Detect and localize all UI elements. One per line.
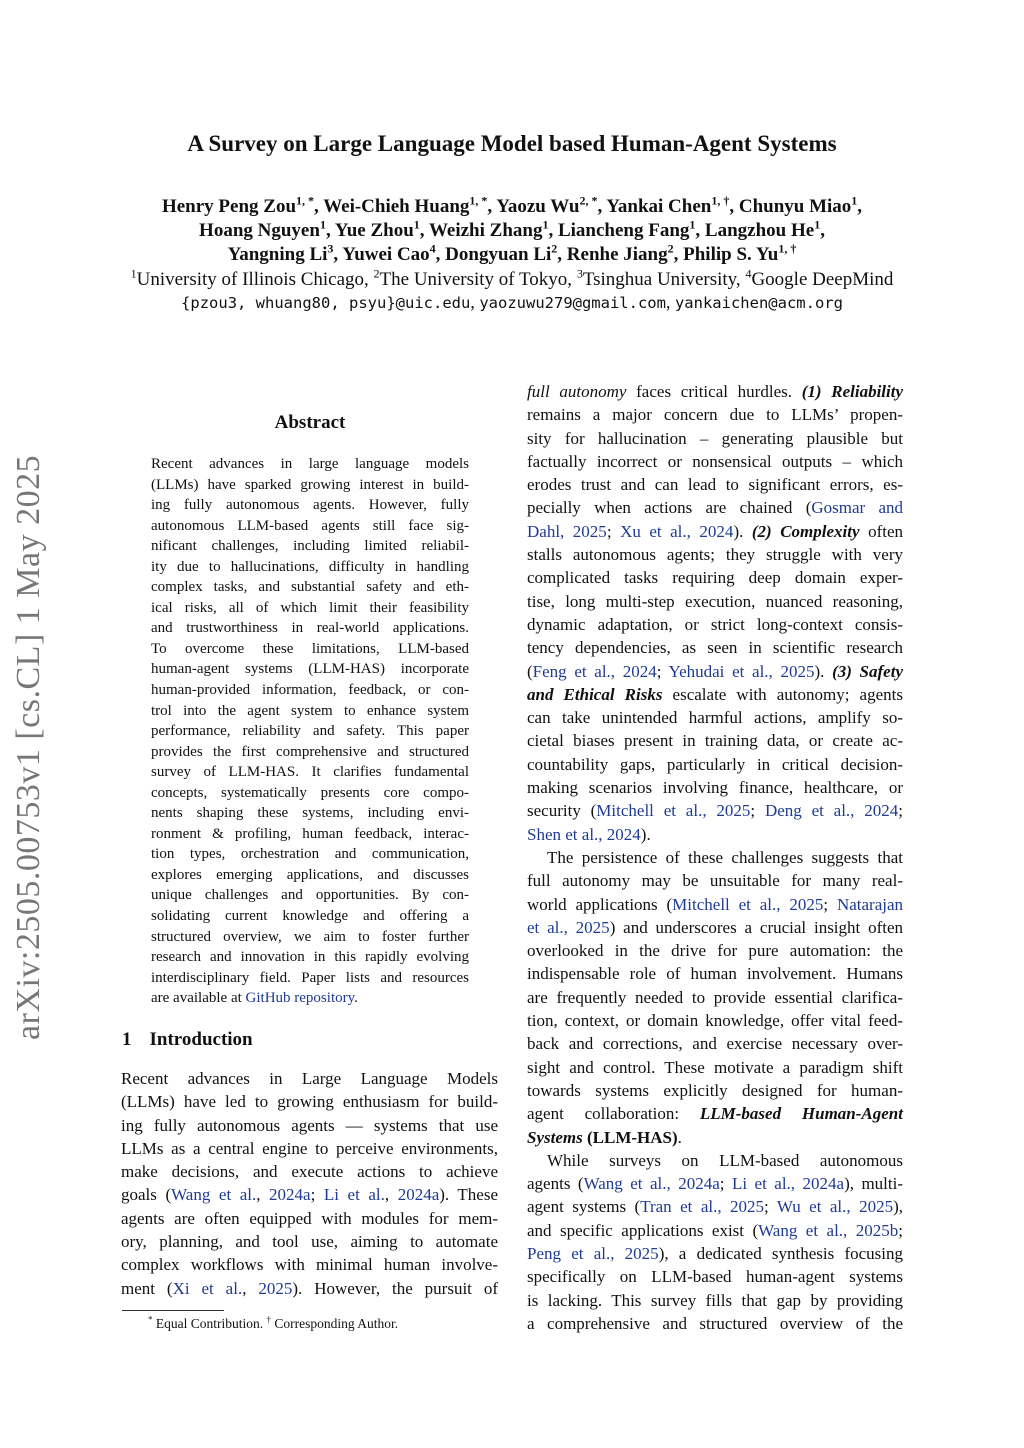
github-repository-link[interactable]: GitHub repository	[245, 990, 355, 1007]
citation-link[interactable]: Yehudai et al., 2025	[668, 661, 815, 681]
abstract-line: explores emerging applications, and discusses	[151, 866, 469, 883]
text-line	[527, 1195, 903, 1218]
text-line: dynamic adaptation, or strict long-context consis-	[527, 614, 903, 634]
footnote-mark: †	[266, 1314, 271, 1325]
text-line: tise, long multi-step execution, nuanced reasoning,	[527, 591, 903, 611]
text-line: The persistence of these challenges suggests that	[547, 847, 903, 867]
citation-link[interactable]: Xu et al., 2024	[620, 521, 734, 541]
abstract-line: performance, reliability and safety. This paper	[151, 723, 469, 740]
text-line: back and corrections, and exercise necessary over-	[527, 1034, 903, 1054]
citation-link[interactable]: 2025	[258, 1278, 293, 1298]
text-line: factually incorrect or nonsensical outputs – which	[527, 451, 903, 471]
text-line	[527, 1126, 903, 1149]
citation-link[interactable]: et al., 2025	[527, 917, 610, 937]
email-separator: ,	[470, 292, 480, 312]
abstract-line: ity due to hallucinations, difficulty in handling	[151, 558, 469, 575]
author-affiliation-mark: 1	[689, 217, 696, 232]
affiliation-deepmind: Google DeepMind	[751, 269, 894, 290]
text: and specific applications exist (	[527, 1220, 759, 1240]
text-line: towards systems explicitly designed for human-	[527, 1080, 903, 1100]
author-name: Hoang Nguyen	[199, 220, 320, 241]
text: (3) Safety	[832, 661, 903, 681]
citation-link[interactable]: Li et al., 2024a	[731, 1174, 845, 1194]
text: agent collaboration:	[527, 1104, 700, 1124]
author-affiliation-mark: 3	[327, 241, 334, 256]
text: ), multi-	[844, 1174, 904, 1194]
text: ). However, the pursuit of	[292, 1278, 498, 1298]
abstract-line: To overcome these limitations, LLM-based	[151, 640, 469, 657]
section-heading-introduction	[122, 1029, 253, 1051]
abstract-heading: Abstract	[274, 412, 346, 433]
text-line: a comprehensive and structured overview of the	[527, 1313, 903, 1333]
text: and Ethical Risks	[527, 684, 663, 704]
text-line: specifically on LLM-based human-agent systems	[527, 1267, 903, 1287]
author-line: Yangning Li$^3$, Yuwei Cao$^4$, Dongyuan Li$^2$, Renhe Jiang$^2$, Philip S. $Yu^{1, \dagger}$	[227, 241, 797, 265]
text-line	[527, 799, 903, 822]
text-line	[527, 660, 903, 683]
text: ;	[898, 801, 903, 821]
text-line: sight and control. These motivate a paradigm shift	[527, 1057, 903, 1077]
text-line: full autonomy may be unsuitable for many real-	[527, 871, 903, 891]
text: ment (	[121, 1278, 173, 1298]
abstract-line: autonomous LLM-based agents still face sig-	[151, 517, 469, 534]
text: ).	[640, 824, 651, 844]
abstract-line: interdisciplinary field. Paper lists and resources	[151, 969, 469, 986]
text: ;	[606, 521, 621, 541]
paper-title: A Survey on Large Language Model based Human-Agent Systems	[187, 131, 837, 156]
text: ,	[242, 1278, 259, 1298]
abstract-line: ing fully autonomous agents. However, fully	[151, 497, 469, 514]
text: ).	[814, 661, 833, 681]
author-line: Henry Peng Zou$^{1, *}$, Wei-Chieh Huang$^{1, *}$, Yaozu $Wu^{2, *}$, Yankai Chen$^{1, \dagger}$, Chunyu Miao$^1$,	[161, 193, 863, 217]
text-line: remains a major concern due to LLMs’ propen-	[527, 405, 903, 425]
text: Systems	[527, 1127, 583, 1147]
text: (	[527, 661, 533, 681]
text-line	[527, 893, 903, 916]
author-name: Chunyu Miao	[738, 196, 852, 217]
text-line: While surveys on LLM-based autonomous	[547, 1150, 903, 1170]
text-line: make decisions, and execute actions to achieve	[121, 1162, 498, 1182]
text: ;	[823, 894, 837, 914]
author-affiliation-mark: 1	[851, 193, 858, 208]
text-line: cietal biases present in training data, or create ac-	[527, 731, 903, 751]
author-affiliation-mark: 4	[429, 241, 436, 256]
text-line: is lacking. This survey fills that gap by providing	[527, 1290, 903, 1310]
abstract-line: nificant challenges, including limited reliabil-	[151, 538, 469, 555]
text: ;	[656, 661, 669, 681]
abstract-text: .	[354, 990, 358, 1007]
text: .	[677, 1127, 682, 1147]
abstract-line: human-agent systems (LLM-HAS) incorporate	[151, 661, 469, 678]
text-line: complex workflows with minimal human involve-	[121, 1255, 498, 1275]
abstract-line: unique challenges and opportunities. By con-	[151, 887, 469, 904]
text-line: Recent advances in Large Language Models	[121, 1069, 498, 1088]
text-line	[527, 520, 903, 543]
author-affiliation-mark: 1	[413, 217, 420, 232]
citation-link[interactable]: Wang et al., 2025b	[758, 1220, 899, 1240]
affiliation-mark: 1	[130, 266, 137, 281]
email-chen[interactable]: yankaichen@acm.org	[674, 294, 843, 312]
email-separator: ,	[665, 292, 675, 312]
citation-link[interactable]: Feng et al., 2024	[532, 661, 657, 681]
abstract-line: trol into the agent system to enhance system	[151, 702, 469, 719]
text-line: agents are often equipped with modules for mem-	[121, 1208, 498, 1228]
section-title: Introduction	[149, 1029, 253, 1050]
citation-link[interactable]: Dahl, 2025	[527, 521, 607, 541]
text: ) and underscores a crucial insight often	[609, 917, 903, 937]
text-line: sity for hallucination – generating plausible but	[527, 428, 903, 448]
abstract-line	[151, 988, 469, 1009]
text: ;	[719, 1174, 732, 1194]
affiliation-uic: University of Illinois Chicago,	[136, 269, 374, 290]
citation-link[interactable]: Tran et al., 2025	[640, 1197, 765, 1217]
text-line: tency dependencies, as seen in scientific research	[527, 638, 903, 658]
text-line	[527, 496, 903, 519]
text-line: (LLMs) have led to growing enthusiasm for build-	[121, 1092, 498, 1112]
citation-link[interactable]: Wu et al., 2025	[776, 1197, 894, 1217]
abstract-line: (LLMs) have sparked growing interest in build-	[151, 476, 469, 493]
text-line: overlooked in the drive for pure automation: the	[527, 941, 903, 961]
affiliation-tsinghua: Tsinghua University,	[582, 269, 746, 290]
citation-link[interactable]: Shen et al., 2024	[527, 824, 641, 844]
text: agent systems (	[527, 1197, 641, 1217]
abstract-line: nents shaping these systems, including envi-	[151, 805, 469, 822]
citation-link[interactable]: Peng et al., 2025	[527, 1243, 659, 1263]
affiliation-mark: 3	[576, 266, 583, 281]
abstract-line: research and innovation in this rapidly evolving	[151, 949, 469, 966]
text-line: indispensable role of human involvement. Humans	[527, 964, 903, 984]
text-line: erodes trust and can lead to significant errors, es-	[527, 475, 903, 495]
author-name: Langzhou He	[704, 220, 815, 241]
citation-link[interactable]: Li et al.	[323, 1185, 385, 1205]
citation-link[interactable]: Mitchell et al., 2025	[672, 894, 824, 914]
text-line: LLMs as a central engine to perceive environments,	[121, 1138, 498, 1158]
author-affiliation-mark: 1, †	[711, 193, 730, 208]
author-affiliation-mark: 1, †	[778, 241, 797, 256]
text-line	[527, 916, 903, 939]
text-line	[527, 380, 903, 403]
author-name: Yangning Li	[227, 244, 328, 265]
text: agents (	[527, 1174, 584, 1194]
author-affiliation-mark: 2	[551, 241, 558, 256]
affiliation-mark: 4	[745, 266, 752, 281]
author-affiliation-mark: 1	[319, 217, 326, 232]
author-list	[60, 195, 964, 267]
right-column-body	[527, 380, 903, 1335]
author-name: Liancheng Fang	[557, 220, 690, 241]
text: ,	[384, 1185, 398, 1205]
text: ).	[733, 521, 752, 541]
citation-link[interactable]: 2024a	[397, 1185, 440, 1205]
text-line: ory, planning, and tool use, aiming to automate	[121, 1232, 498, 1252]
author-name: Yue Zhou	[334, 220, 414, 241]
citation-link[interactable]: Gosmar and	[811, 498, 903, 518]
left-column-body	[121, 1067, 498, 1300]
text: faces critical hurdles.	[626, 382, 802, 401]
abstract-line: solidating current knowledge and offering a	[151, 908, 469, 925]
text: (2) Complexity	[751, 521, 860, 541]
author-name: Henry Peng Zou	[161, 196, 297, 217]
text-line: complicated tasks requiring deep domain exper-	[527, 568, 903, 588]
footnote-divider	[122, 1310, 224, 1311]
text: (LLM-HAS)	[582, 1127, 678, 1147]
abstract-line: Recent advances in large language models	[151, 456, 469, 472]
affiliation-mark: 2	[373, 266, 380, 281]
text: goals (	[121, 1185, 172, 1205]
abstract-lines	[151, 454, 469, 988]
citation-link[interactable]: Wang et al.	[171, 1185, 257, 1205]
author-affiliation-mark: 2	[667, 241, 674, 256]
abstract-line: complex tasks, and substantial safety and eth-	[151, 579, 469, 596]
citation-link[interactable]: 2024a	[269, 1185, 311, 1205]
email-wu[interactable]: yaozuwu279@gmail.com	[479, 294, 666, 312]
text: ;	[898, 1220, 903, 1240]
text: ), a dedicated synthesis focusing	[658, 1243, 904, 1263]
abstract-line: ronment & profiling, human feedback, interac-	[151, 825, 469, 842]
text: pecially when actions are chained (	[527, 498, 812, 518]
text: ,	[256, 1185, 270, 1205]
author-name: Dongyuan Li	[445, 244, 552, 265]
footnote-text: Corresponding Author.	[271, 1316, 399, 1331]
text-line	[527, 823, 903, 846]
citation-link[interactable]: Wang et al., 2024a	[583, 1174, 720, 1194]
section-number: 1	[122, 1029, 132, 1050]
citation-link[interactable]: Xi et al.	[172, 1278, 243, 1298]
text: ;	[764, 1197, 777, 1217]
text-line: making scenarios involving finance, healthcare, or	[527, 778, 903, 798]
text-line	[527, 1102, 903, 1125]
text: escalate with autonomy; agents	[662, 684, 903, 704]
author-affiliation-mark: 1	[542, 217, 549, 232]
author-emails	[60, 291, 964, 315]
footnote-mark: *	[148, 1314, 153, 1325]
abstract-line: and trustworthiness in real-world applications.	[151, 620, 469, 637]
text: (1) Reliability	[801, 382, 904, 401]
author-name: Yaozu Wu	[496, 196, 580, 217]
abstract-line: structured overview, we aim to foster further	[151, 928, 469, 945]
arxiv-identifier: arXiv:2505.00753v1 [cs.CL] 1 May 2025	[10, 454, 47, 1040]
text-line: countability gaps, particularly in critical decision-	[527, 754, 903, 774]
text: world applications (	[527, 894, 673, 914]
text: ;	[310, 1185, 324, 1205]
author-line: Hoang Nguyen$^1$, Yue Zhou$^1$, Weizhi Zhang$^1$, Liancheng Fang$^1$, Langzhou He$^1$,	[199, 217, 825, 241]
text-line: ing fully autonomous agents — systems that use	[121, 1115, 498, 1135]
abstract-line: concepts, systematically presents core compo-	[151, 784, 469, 801]
text-line	[121, 1277, 498, 1300]
abstract-body	[151, 454, 469, 1009]
author-affiliation-mark: 1	[814, 217, 821, 232]
author-affiliation-mark: 1, *	[296, 193, 315, 208]
author-name: Wei-Chieh Huang	[323, 196, 470, 217]
abstract-line: ical risks, all of which limit their feasibility	[151, 599, 469, 616]
author-name: Yankai Chen	[606, 196, 712, 217]
abstract-last-line	[151, 988, 469, 1009]
author-affiliation-mark: 1, *	[469, 193, 488, 208]
text-line: are frequently needed to provide essential clarifica-	[527, 987, 903, 1007]
affiliations	[60, 268, 964, 291]
footnote	[148, 1316, 398, 1332]
author-name: Renhe Jiang	[566, 244, 668, 265]
text-line	[121, 1183, 498, 1206]
author-name: Weizhi Zhang	[428, 220, 543, 241]
author-affiliation-mark: 2, *	[579, 193, 598, 208]
text: LLM-based Human-Agent	[699, 1104, 903, 1124]
abstract-line: survey of LLM-HAS. It clarifies fundamental	[151, 764, 469, 781]
text-line	[527, 1172, 903, 1195]
text-line: can take unintended harmful actions, amplify so-	[527, 708, 903, 728]
citation-link[interactable]: Mitchell et al., 2025	[596, 801, 751, 821]
abstract-line: provides the first comprehensive and structured	[151, 743, 469, 760]
text: ),	[893, 1197, 903, 1217]
text: ). These	[439, 1185, 498, 1205]
citation-link[interactable]: Deng et al., 2024	[764, 801, 899, 821]
author-name: Philip S. Yu	[683, 244, 779, 265]
text: often	[859, 521, 903, 541]
author-name: Yuwei Cao	[342, 244, 430, 265]
abstract-line: tion types, orchestration and communication,	[151, 846, 469, 863]
text-line	[527, 1242, 903, 1265]
text-line: tion, context, or domain knowledge, offer vital feed-	[527, 1011, 903, 1031]
abstract-line: human-provided information, feedback, or con-	[151, 682, 469, 699]
text-line	[527, 683, 903, 706]
text: full autonomy	[527, 382, 627, 401]
abstract-text: are available at	[151, 990, 246, 1007]
text: security (	[527, 801, 597, 821]
text-line: stalls autonomous agents; they struggle with very	[527, 545, 903, 565]
affiliation-tokyo: The University of Tokyo,	[379, 269, 577, 290]
footnote-text: Equal Contribution.	[152, 1316, 267, 1331]
email-uic-group[interactable]: {pzou3, whuang80, psyu}@uic.edu	[181, 294, 471, 312]
citation-link[interactable]: Natarajan	[836, 894, 904, 914]
text-line	[527, 1219, 903, 1242]
text: ;	[750, 801, 765, 821]
